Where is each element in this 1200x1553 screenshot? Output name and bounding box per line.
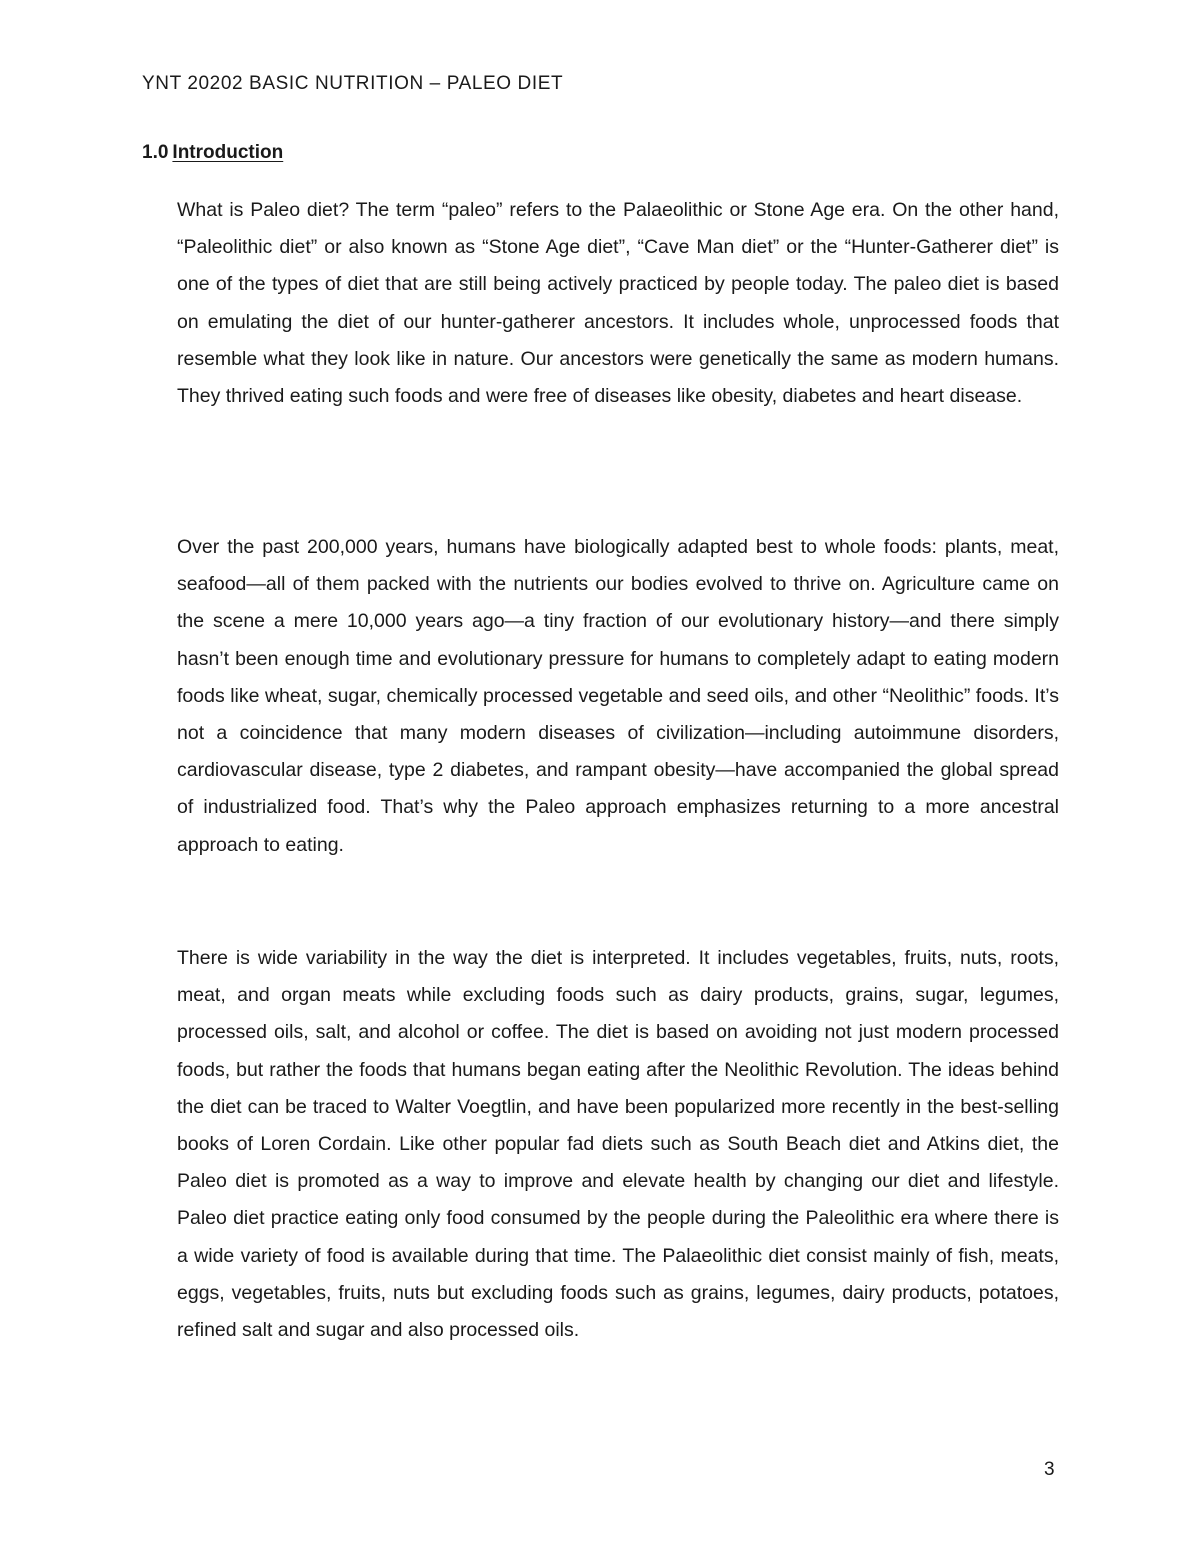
body-paragraph-1: What is Paleo diet? The term “paleo” refers to the Palaeolithic or Stone Age era. On the other hand, “Paleolithic diet” or also known as “Stone Age diet”, “Cave Man diet” or the “Hunter-Gatherer diet” is one of the types of diet that are still being actively practiced by people today. The paleo diet is based on emulating the diet of our hunter-gatherer ancestors. It includes whole, unprocessed foods that resemble what they look like in nature. Our ancestors were genetically the same as modern humans. They thrived eating such foods and were free of diseases like obesity, diabetes and heart disease. bbox=[177, 199, 1059, 408]
page-number: 3 bbox=[1044, 1459, 1055, 1480]
body-paragraph-2: Over the past 200,000 years, humans have biologically adapted best to whole foods: plants, meat, seafood—all of them packed with the nutrients our bodies evolved to thrive on. Agriculture came on the scene a mere 10,000 years ago—a tiny fraction of our evolutionary history—and there simply hasn’t been enough time and evolutionary pressure for humans to completely adapt to eating modern foods like wheat, sugar, chemically processed vegetable and seed oils, and other “Neolithic” foods. It’s not a coincidence that many modern diseases of civilization—including autoimmune disorders, cardiovascular disease, type 2 diabetes, and rampant obesity—have accompanied the global spread of industrialized food. That’s why the Paleo approach emphasizes returning to a more ancestral approach to eating. bbox=[177, 536, 1059, 856]
body-paragraph-3: There is wide variability in the way the diet is interpreted. It includes vegetables, fruits, nuts, roots, meat, and organ meats while excluding foods such as dairy products, grains, sugar, legumes, processed oils, salt, and alcohol or coffee. The diet is based on avoiding not just modern processed foods, but rather the foods that humans began eating after the Neolithic Revolution. The ideas behind the diet can be traced to Walter Voegtlin, and have been popularized more recently in the best-selling books of Loren Cordain. Like other popular fad diets such as South Beach diet and Atkins diet, the Paleo diet is promoted as a way to improve and elevate health by changing our diet and lifestyle. Paleo diet practice eating only food consumed by the people during the Paleolithic era where there is a wide variety of food is available during that time. The Palaeolithic diet consist mainly of fish, meats, eggs, vegetables, fruits, nuts but excluding foods such as grains, legumes, dairy products, potatoes, refined salt and sugar and also processed oils. bbox=[177, 947, 1059, 1342]
section-number: 1.0 bbox=[142, 142, 169, 163]
section-heading bbox=[142, 139, 283, 167]
section-title: Introduction bbox=[172, 142, 284, 163]
running-header: YNT 20202 BASIC NUTRITION – PALEO DIET bbox=[142, 73, 564, 94]
